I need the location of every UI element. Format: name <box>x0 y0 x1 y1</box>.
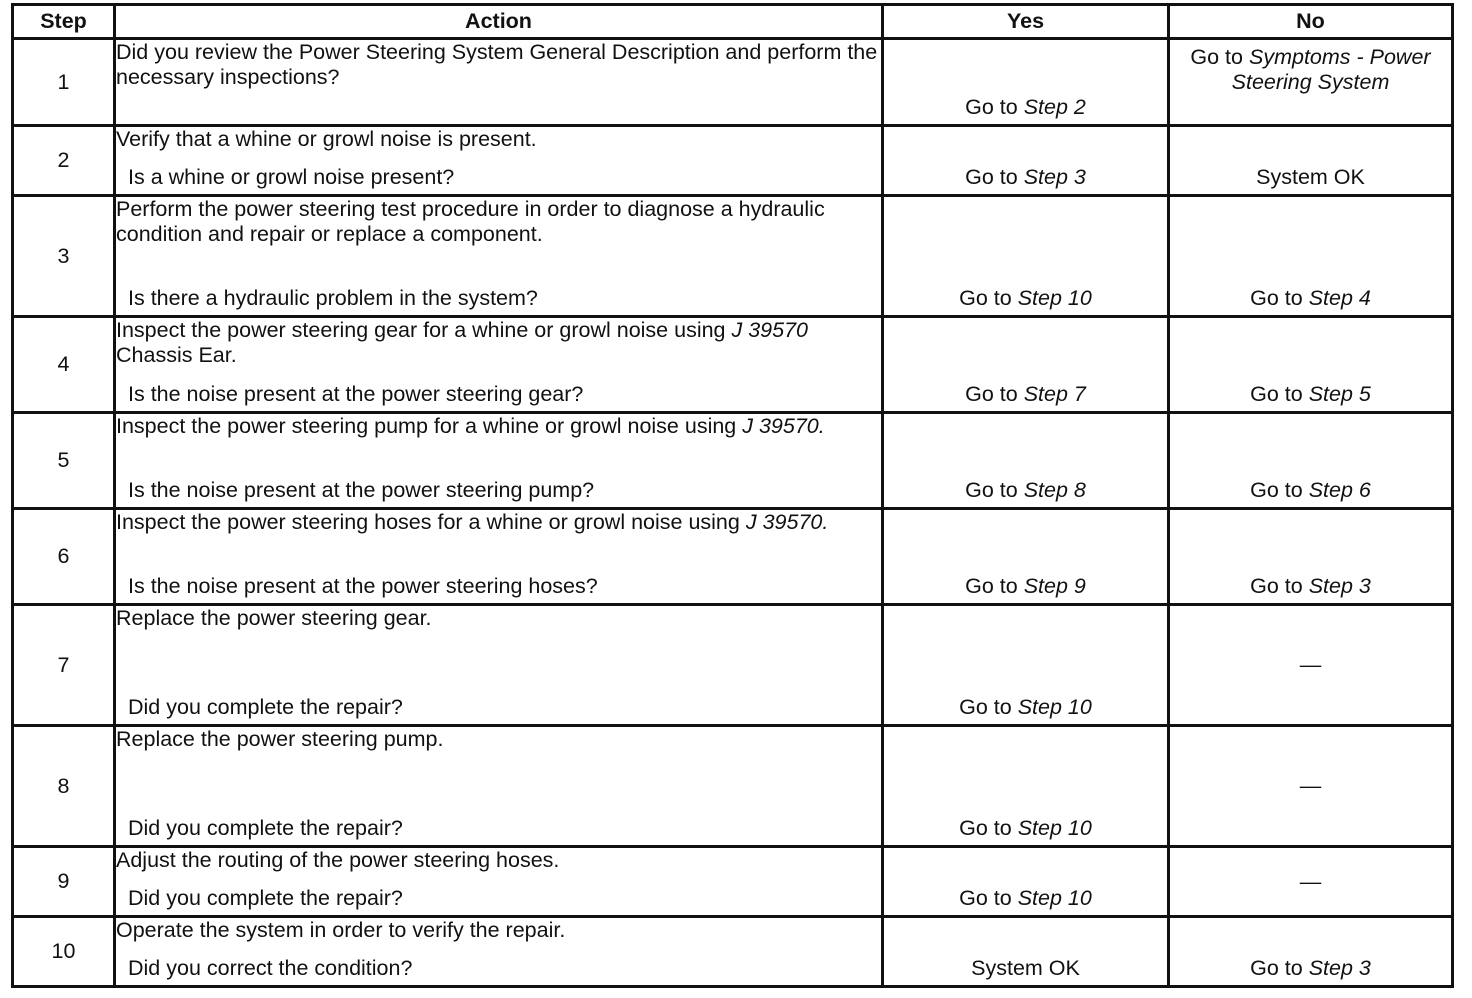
action-text: Verify that a whine or growl noise is present. <box>116 127 537 151</box>
no-cell <box>1169 126 1453 196</box>
table-row <box>13 413 1453 509</box>
no-step-ref: Step 6 <box>1308 478 1371 502</box>
action-question: Did you complete the repair? <box>128 695 403 719</box>
no-cell <box>1169 726 1453 847</box>
no-prefix: Go to <box>1190 45 1243 69</box>
no-result-dash: — <box>1299 652 1322 677</box>
step-number: 3 <box>13 196 115 317</box>
yes-step-ref: Step 2 <box>1023 95 1086 119</box>
yes-result <box>884 816 1167 841</box>
no-cell <box>1169 196 1453 317</box>
action-text <box>116 510 881 535</box>
tool-reference: J 39570 <box>731 318 809 342</box>
yes-prefix: Go to <box>959 816 1012 840</box>
action-cell <box>115 509 883 605</box>
yes-result <box>884 95 1167 120</box>
yes-prefix: Go to <box>965 382 1018 406</box>
action-text-pre: Inspect the power steering gear for a whine or growl noise using <box>116 318 726 342</box>
action-text: Perform the power steering test procedure in order to diagnose a hydraulic condition and repair or replace a component. <box>116 197 825 246</box>
action-question: Did you correct the condition? <box>128 956 413 980</box>
no-result: System OK <box>1256 165 1365 189</box>
no-result <box>1170 382 1451 407</box>
no-result <box>1170 478 1451 503</box>
yes-cell <box>883 509 1169 605</box>
no-prefix: Go to <box>1250 956 1303 980</box>
no-cell <box>1169 413 1453 509</box>
action-cell <box>115 196 883 317</box>
yes-cell <box>883 39 1169 126</box>
table-row <box>13 847 1453 917</box>
yes-result <box>884 286 1167 311</box>
action-text <box>116 318 881 368</box>
action-question: Is a whine or growl noise present? <box>128 165 455 189</box>
action-cell <box>115 726 883 847</box>
yes-cell <box>883 726 1169 847</box>
action-question: Did you complete the repair? <box>128 816 403 840</box>
step-number: 7 <box>13 605 115 726</box>
action-text: Replace the power steering pump. <box>116 727 444 751</box>
tool-reference: J 39570. <box>742 414 825 438</box>
action-text: Replace the power steering gear. <box>116 606 432 630</box>
action-text-post: Chassis Ear. <box>116 343 237 367</box>
no-prefix: Go to <box>1250 478 1303 502</box>
no-result <box>1170 45 1451 95</box>
no-step-ref: Step 5 <box>1308 382 1371 406</box>
action-question: Did you complete the repair? <box>128 886 403 910</box>
no-prefix: Go to <box>1250 574 1303 598</box>
yes-result <box>884 886 1167 911</box>
action-cell <box>115 126 883 196</box>
yes-step-ref: Step 10 <box>1017 695 1092 719</box>
header-action: Action <box>115 5 883 39</box>
table-row <box>13 126 1453 196</box>
action-question: Is the noise present at the power steering pump? <box>128 478 595 502</box>
no-cell <box>1169 917 1453 987</box>
step-number: 4 <box>13 317 115 413</box>
no-cell <box>1169 847 1453 917</box>
no-result-dash: — <box>1299 869 1322 893</box>
table-row <box>13 917 1453 987</box>
table-row <box>13 39 1453 126</box>
step-number: 1 <box>13 39 115 126</box>
step-number: 10 <box>13 917 115 987</box>
yes-result <box>884 165 1167 190</box>
no-cell <box>1169 605 1453 726</box>
yes-step-ref: Step 8 <box>1023 478 1086 502</box>
yes-prefix: Go to <box>965 574 1018 598</box>
no-result <box>1170 574 1451 599</box>
yes-prefix: Go to <box>965 478 1018 502</box>
yes-step-ref: Step 10 <box>1017 886 1092 910</box>
yes-prefix: Go to <box>959 695 1012 719</box>
action-text <box>116 414 881 439</box>
action-text: Adjust the routing of the power steering hoses. <box>116 848 560 872</box>
yes-step-ref: Step 10 <box>1017 286 1092 310</box>
no-step-ref: Symptoms - Power Steering System <box>1231 45 1431 94</box>
yes-step-ref: Step 7 <box>1023 382 1086 406</box>
action-text-pre: Inspect the power steering hoses for a whine or growl noise using <box>116 510 740 534</box>
no-prefix: Go to <box>1250 286 1303 310</box>
action-cell <box>115 605 883 726</box>
header-step: Step <box>13 5 115 39</box>
table-row <box>13 726 1453 847</box>
header-no: No <box>1169 5 1453 39</box>
yes-result <box>884 695 1167 720</box>
header-yes: Yes <box>883 5 1169 39</box>
no-result-dash: — <box>1299 773 1322 798</box>
no-cell <box>1169 509 1453 605</box>
no-step-ref: Step 3 <box>1308 574 1371 598</box>
yes-prefix: Go to <box>959 886 1012 910</box>
action-question: Is the noise present at the power steering hoses? <box>128 574 598 598</box>
yes-step-ref: Step 9 <box>1023 574 1086 598</box>
diagnostic-table <box>11 3 1454 988</box>
step-number: 2 <box>13 126 115 196</box>
table-row <box>13 509 1453 605</box>
yes-cell <box>883 605 1169 726</box>
action-cell <box>115 847 883 917</box>
action-question: Is the noise present at the power steering gear? <box>128 382 584 406</box>
yes-result <box>884 382 1167 407</box>
table-row <box>13 317 1453 413</box>
yes-cell <box>883 196 1169 317</box>
action-cell <box>115 317 883 413</box>
yes-prefix: Go to <box>965 165 1018 189</box>
yes-cell <box>883 847 1169 917</box>
yes-result: System OK <box>971 956 1080 980</box>
step-number: 5 <box>13 413 115 509</box>
step-number: 8 <box>13 726 115 847</box>
no-result <box>1170 956 1451 981</box>
table-row <box>13 196 1453 317</box>
step-number: 9 <box>13 847 115 917</box>
table-row <box>13 605 1453 726</box>
header-row <box>13 5 1453 39</box>
yes-result <box>884 574 1167 599</box>
yes-cell <box>883 413 1169 509</box>
no-step-ref: Step 3 <box>1308 956 1371 980</box>
yes-cell <box>883 317 1169 413</box>
no-cell <box>1169 317 1453 413</box>
action-text: Did you review the Power Steering System General Description and perform the necessary inspections? <box>116 40 878 89</box>
action-cell <box>115 413 883 509</box>
yes-result <box>884 478 1167 503</box>
no-result <box>1170 286 1451 311</box>
action-text: Operate the system in order to verify the repair. <box>116 918 566 942</box>
no-cell <box>1169 39 1453 126</box>
yes-step-ref: Step 10 <box>1017 816 1092 840</box>
yes-prefix: Go to <box>959 286 1012 310</box>
no-step-ref: Step 4 <box>1308 286 1371 310</box>
action-question: Is there a hydraulic problem in the system? <box>128 286 538 310</box>
action-cell <box>115 39 883 126</box>
step-number: 6 <box>13 509 115 605</box>
no-prefix: Go to <box>1250 382 1303 406</box>
tool-reference: J 39570. <box>745 510 829 534</box>
yes-prefix: Go to <box>965 95 1018 119</box>
yes-cell <box>883 126 1169 196</box>
yes-step-ref: Step 3 <box>1023 165 1086 189</box>
action-text-pre: Inspect the power steering pump for a whine or growl noise using <box>116 414 737 438</box>
yes-cell <box>883 917 1169 987</box>
action-cell <box>115 917 883 987</box>
